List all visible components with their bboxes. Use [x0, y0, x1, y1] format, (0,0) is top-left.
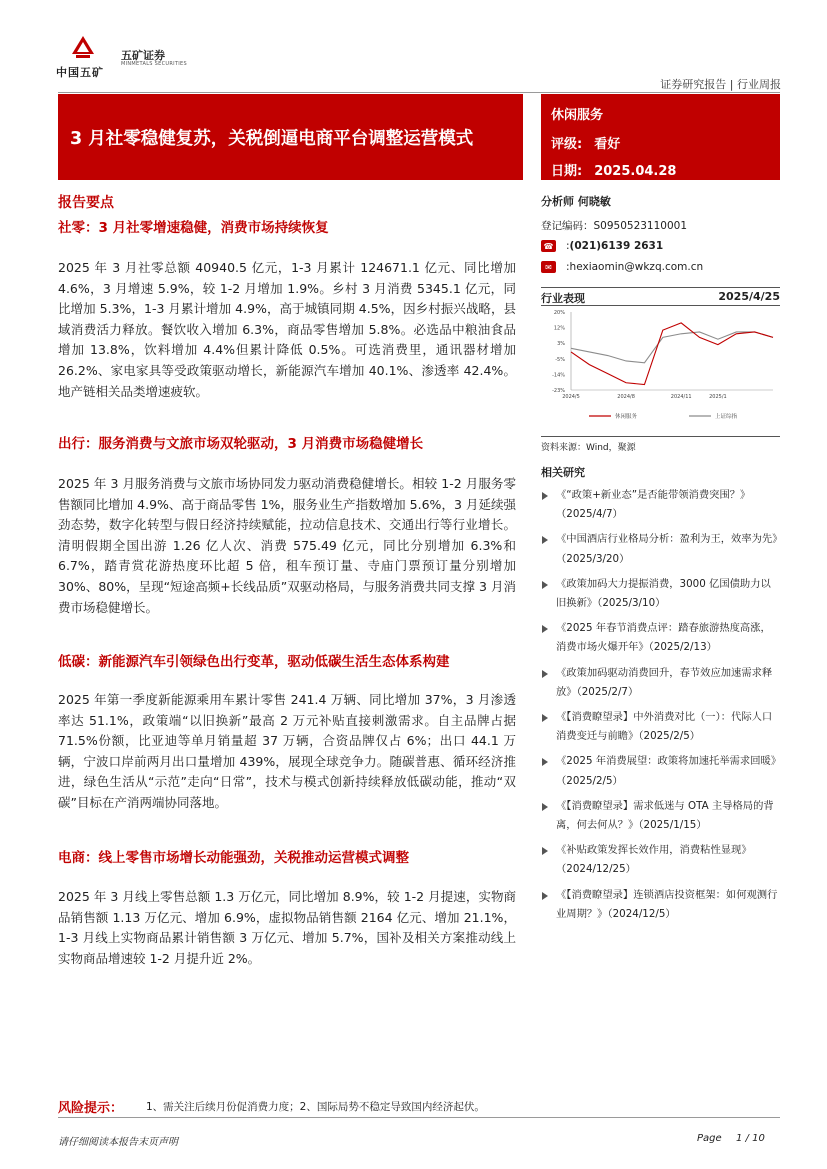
section-title-retail: 社零：3 月社零增速稳健，消费市场持续恢复: [58, 220, 329, 236]
related-research-item[interactable]: [541, 752, 781, 790]
section-title-lowcarbon: 低碳：新能源汽车引领绿色出行变革，驱动低碳生活生态体系构建: [58, 654, 450, 670]
related-research-item[interactable]: [541, 886, 781, 924]
report-points-title: 报告要点: [58, 195, 114, 211]
performance-title: 行业表现: [541, 292, 585, 305]
bullet-triangle-icon: [542, 492, 548, 500]
bullet-triangle-icon: [542, 581, 548, 589]
related-research-item[interactable]: [541, 841, 781, 879]
related-research-text: 《2025 年春节消费点评：踏春旅游热度高涨，消费市场火爆开年》（2025/2/13）: [556, 622, 771, 654]
related-research-item[interactable]: [541, 575, 781, 613]
section-title-travel: 出行：服务消费与文旅市场双轮驱动，3 月消费市场稳健增长: [58, 436, 424, 452]
performance-date: 2025/4/25: [718, 290, 780, 303]
related-research-text: 《【消费瞭望录】中外消费对比（一）：代际人口消费变迁与前瞻》（2025/2/5）: [556, 711, 773, 743]
x-tick-label: 2024/11: [670, 394, 692, 400]
bullet-triangle-icon: [542, 714, 548, 722]
header-divider: [58, 92, 780, 93]
section-body-travel: 2025 年 3 月服务消费与文旅市场协同发力驱动消费稳健增长。相较 1-2 月服务零售额同比增加 4.9%、高于商品零售 1%，服务业生产指数增加 5.6%，3 月延续强劲态势，数字化转型与假日经济持续赋能，拉动信息技术、交通出行等行业增长。清明假期全国出游 1.26 亿人次、消费 575.49 亿元，同比分别增加 6.3%和 6.7%，踏青赏花游热度环比超 5 倍，租车预订量、寺庙门票预订量分别增加 30%、80%，呈现“短途高频+长线品质”双驱动格局，与服务消费共同支撑 3 月消费市场稳健增长。: [58, 476, 516, 615]
report-type: 证券研究报告 | 行业周报: [660, 78, 781, 91]
related-research-text: 《“政策+新业态”是否能带领消费突围？》（2025/4/7）: [556, 489, 751, 521]
section-body-retail: 2025 年 3 月社零总额 40940.5 亿元，1-3 月累计 124671.1 亿元、同比增加 4.6%，3 月增速 5.9%，较 1-2 月增加 1.9%。乡村 3 月消费 5345.1 亿元，同比增加 5.3%，1-3 月累计增加 4.9%，高于城镇同期 4.5%，因乡村振兴战略，县域消费活力释放。餐饮收入增加 6.3%，商品零售增加 5.8%。必选品中粮油食品增加 13.8%，饮料增加 4.4%但累计降低 0.5%。可选消费里，通讯器材增加 26.2%、家电家具等受政策驱动增长，新能源汽车增加 40.1%、渗透率 42.4%。地产链相关品类增速疲软。: [58, 260, 516, 399]
rating-row: [551, 133, 620, 152]
phone-row: ☎ : (021)6139 2631: [541, 240, 663, 252]
rating-value: 看好: [594, 137, 621, 152]
bullet-triangle-icon: [542, 803, 548, 811]
x-tick-label: 2024/5: [562, 394, 580, 400]
legend-label: 休闲服务: [615, 414, 638, 420]
performance-chart: [541, 306, 780, 430]
report-title: 3 月社零稳健复苏，关税倒逼电商平台调整运营模式: [70, 129, 474, 149]
rating-label: 评级:: [551, 137, 583, 152]
related-research-text: 《政策加码驱动消费回升，春节效应加速需求释放》（2025/2/7）: [556, 666, 773, 698]
bullet-triangle-icon: [542, 670, 548, 678]
y-tick-label: -23%: [552, 388, 565, 394]
y-tick-label: 3%: [557, 341, 565, 348]
mail-icon: ✉: [541, 261, 556, 273]
email-address[interactable]: hexiaomin@wkzq.com.cn: [569, 261, 704, 273]
bullet-triangle-icon: [542, 847, 548, 855]
securities-name: 五矿证券: [121, 49, 165, 62]
related-research-item[interactable]: [541, 797, 781, 835]
bullet-triangle-icon: [542, 625, 548, 633]
bullet-triangle-icon: [542, 758, 548, 766]
legend-label: 上证综指: [715, 414, 738, 420]
phone-number: (021)6139 2631: [569, 240, 664, 252]
date-label: 日期:: [551, 164, 583, 179]
risk-text: 1、需关注后续月份促消费力度；2、国际局势不稳定导致国内经济起伏。: [146, 1101, 485, 1113]
bullet-triangle-icon: [542, 536, 548, 544]
footer-divider: [58, 1117, 780, 1118]
analyst-name: 分析师 何晓敏: [541, 195, 611, 208]
related-research-item[interactable]: [541, 664, 781, 702]
section-body-lowcarbon: 2025 年第一季度新能源乘用车累计零售 241.4 万辆、同比增加 37%，3 月渗透率达 51.1%，政策端“以旧换新”最高 2 万元补贴直接刺激需求。自主品牌占据 71.5%份额，比亚迪等单月销量超 37 万辆，合资品牌仅占 6%；出口 44.1 万辆，宁波口岸前两月出口量增加 439%，展现全球竞争力。随碳普惠、循环经济推进，绿色生活从“示范”走向“日常”，技术与模式创新持续释放低碳动能，推动“双碳”目标在产消两端协同落地。: [58, 692, 516, 810]
related-research-item[interactable]: [541, 619, 781, 657]
related-research-item[interactable]: [541, 530, 781, 568]
related-research-text: 《中国酒店行业格局分析：盈利为王，效率为先》（2025/3/20）: [556, 533, 778, 565]
y-tick-label: -14%: [552, 372, 565, 379]
related-research-text: 《补贴政策发挥长效作用，消费粘性显现》（2024/12/25）: [556, 844, 752, 876]
y-tick-label: 20%: [553, 310, 565, 316]
section-body-ecommerce: 2025 年 3 月线上零售总额 1.3 万亿元，同比增加 8.9%，较 1-2 月提速，实物商品销售额 1.13 万亿元、增加 6.9%，虚拟物品销售额 2164 亿元、增加 21.1%，1-3 月线上实物商品累计销售额 3 万亿元、增加 5.7%，国补及相关方案推动线上实物商品增速较 1-2 月提升近 2%。: [58, 889, 516, 966]
footer-disclaimer: 请仔细阅读本报告末页声明: [58, 1137, 178, 1148]
industry-name: 休闲服务: [551, 108, 604, 123]
risk-label: 风险提示：: [58, 1101, 124, 1116]
analyst-registration: 登记编码：S0950523110001: [541, 220, 688, 232]
performance-top-rule: [541, 287, 780, 288]
related-research-text: 《政策加码大力提振消费，3000 亿国债助力以旧换新》（2025/3/10）: [556, 577, 771, 610]
series-line: [571, 332, 773, 363]
y-tick-label: 12%: [553, 325, 565, 332]
page-number: 1 / 10: [736, 1133, 765, 1144]
related-research-item[interactable]: [541, 486, 781, 524]
related-research-text: 《2025 年消费展望：政策将加速托举需求回暖》（2025/2/5）: [556, 755, 776, 787]
source-rule: [541, 436, 780, 437]
x-tick-label: 2025/1: [709, 394, 727, 400]
chart-source: 资料来源：Wind，聚源: [541, 443, 636, 453]
logo-text: 中国五矿: [56, 66, 104, 79]
date-value: 2025.04.28: [594, 164, 677, 179]
related-research-item[interactable]: [541, 708, 781, 746]
email-row: ✉ : hexiaomin@wkzq.com.cn: [541, 261, 703, 273]
bullet-triangle-icon: [542, 892, 548, 900]
y-tick-label: -5%: [555, 356, 565, 363]
page-label: Page: [697, 1133, 722, 1144]
x-tick-label: 2024/8: [617, 394, 635, 400]
date-row: [551, 160, 676, 179]
section-title-ecommerce: 电商：线上零售市场增长动能强劲，关税推动运营模式调整: [58, 850, 409, 866]
related-research-text: 《【消费瞭望录】连锁酒店投资框架：如何观测行业周期？》（2024/12/5）: [556, 888, 778, 920]
related-research-list: [541, 486, 781, 930]
securities-name-en: MINMETALS SECURITIES: [121, 61, 187, 67]
minmetals-logo-icon: [70, 34, 96, 60]
phone-icon: ☎: [541, 240, 556, 252]
related-research-title: 相关研究: [541, 466, 585, 479]
related-research-text: 《【消费瞭望录】需求低迷与 OTA 主导格局的背离，何去何从？》（2025/1/15）: [556, 799, 774, 832]
